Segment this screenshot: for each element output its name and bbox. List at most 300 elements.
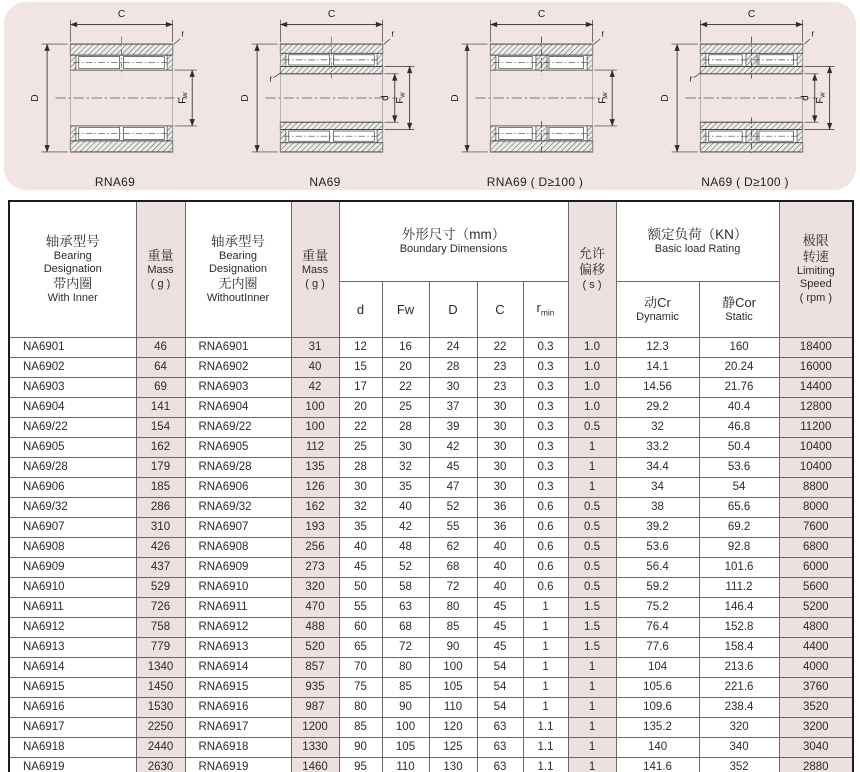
value-cell: 85 [382,677,429,697]
diagram-caption: RNA69 [94,175,136,189]
dim-label-r: r [689,73,693,84]
designation-without-inner: RNA6913 [185,637,291,657]
value-cell: 10400 [779,437,853,457]
value-cell: 352 [699,757,779,772]
value-cell: 85 [339,717,382,737]
header-text: 动Cr [644,294,671,310]
designation-with-inner: NA6917 [9,717,136,737]
value-cell: 100 [291,397,339,417]
value-cell: 238.4 [699,697,779,717]
header-text: Designation [43,262,102,275]
spec-table-body [9,337,853,772]
value-cell: 437 [136,557,185,577]
designation-with-inner: NA6901 [9,337,136,357]
designation-without-inner: RNA69/22 [185,417,291,437]
designation-without-inner: RNA6919 [185,757,291,772]
value-cell: 0.5 [568,417,616,437]
value-cell: 30 [477,417,523,437]
value-cell: 1 [568,437,616,457]
value-cell: 95 [339,757,382,772]
value-cell: 35 [382,477,429,497]
value-cell: 1 [568,717,616,737]
bearing-diagrams-panel [4,2,856,190]
value-cell: 2630 [136,757,185,772]
bearing-section-svg [226,5,424,178]
value-cell: 213.6 [699,657,779,677]
value-cell: 726 [136,597,185,617]
value-cell: 1 [568,737,616,757]
value-cell: 1 [568,477,616,497]
value-cell: 286 [136,497,185,517]
diagram-rna69 [16,5,214,189]
value-cell: 45 [429,457,477,477]
value-cell: 146.4 [699,597,779,617]
bearing-cross-section-drawing [16,5,214,178]
value-cell: 1200 [291,717,339,737]
header-text: 重量 [301,247,328,263]
dim-label-fw: Fw [597,92,610,104]
header-dynamic-cr [616,281,699,337]
table-row [9,577,853,597]
value-cell: 32 [382,457,429,477]
value-cell: 18400 [779,337,853,357]
header-without-inner [185,201,291,337]
value-cell: 4000 [779,657,853,677]
value-cell: 1 [568,697,616,717]
value-cell: 857 [291,657,339,677]
dim-label-fw: Fw [177,92,190,104]
header-text: Static [725,310,753,323]
value-cell: 0.6 [523,577,568,597]
table-row [9,477,853,497]
value-cell: 1.0 [568,377,616,397]
value-cell: 10400 [779,457,853,477]
value-cell: 179 [136,457,185,477]
value-cell: 90 [382,697,429,717]
value-cell: 14400 [779,377,853,397]
value-cell: 55 [339,597,382,617]
value-cell: 20 [382,357,429,377]
designation-with-inner: NA6913 [9,637,136,657]
value-cell: 1 [568,677,616,697]
value-cell: 310 [136,517,185,537]
value-cell: 426 [136,537,185,557]
dim-label-D: D [239,94,251,102]
value-cell: 779 [136,637,185,657]
value-cell: 68 [382,617,429,637]
value-cell: 162 [136,437,185,457]
value-cell: 221.6 [699,677,779,697]
value-cell: 1.0 [568,337,616,357]
value-cell: 529 [136,577,185,597]
value-cell: 4800 [779,617,853,637]
header-text: 轴承型号 [45,233,100,249]
value-cell: 8800 [779,477,853,497]
value-cell: 56.4 [616,557,699,577]
header-text: Bearing [53,249,92,262]
table-row [9,717,853,737]
header-dim-d: d [339,281,382,337]
header-text: 额定负荷（KN） [647,226,748,242]
value-cell: 130 [429,757,477,772]
designation-with-inner: NA6910 [9,577,136,597]
diagram-na69-d100 [646,5,844,189]
value-cell: 30 [382,437,429,457]
value-cell: 11200 [779,417,853,437]
value-cell: 1 [523,677,568,697]
value-cell: 53.6 [699,457,779,477]
header-text: Boundary Dimensions [399,242,508,255]
value-cell: 50 [339,577,382,597]
value-cell: 0.5 [568,537,616,557]
diagram-caption: NA69 ( D≥100 ) [701,175,789,189]
value-cell: 1 [568,657,616,677]
value-cell: 1 [523,637,568,657]
value-cell: 42 [429,437,477,457]
designation-without-inner: RNA6918 [185,737,291,757]
bearing-section-svg [436,5,634,178]
value-cell: 0.6 [523,537,568,557]
value-cell: 59.2 [616,577,699,597]
header-permissible-offset [568,201,616,337]
designation-without-inner: RNA6907 [185,517,291,537]
dim-label-D: D [659,94,671,102]
value-cell: 42 [382,517,429,537]
designation-without-inner: RNA6905 [185,437,291,457]
value-cell: 987 [291,697,339,717]
value-cell: 1.5 [568,597,616,617]
table-row [9,697,853,717]
dim-label-c: C [117,9,126,21]
value-cell: 68 [429,557,477,577]
value-cell: 45 [477,617,523,637]
value-cell: 1460 [291,757,339,772]
value-cell: 488 [291,617,339,637]
value-cell: 22 [339,417,382,437]
value-cell: 256 [291,537,339,557]
value-cell: 16000 [779,357,853,377]
value-cell: 273 [291,557,339,577]
value-cell: 63 [382,597,429,617]
value-cell: 40.4 [699,397,779,417]
designation-without-inner: RNA6903 [185,377,291,397]
value-cell: 63 [477,757,523,772]
value-cell: 1.0 [568,357,616,377]
value-cell: 1 [523,697,568,717]
value-cell: 14.1 [616,357,699,377]
value-cell: 0.3 [523,337,568,357]
value-cell: 32 [339,497,382,517]
header-text: ( g ) [150,277,171,290]
value-cell: 8000 [779,497,853,517]
value-cell: 80 [339,697,382,717]
value-cell: 45 [339,557,382,577]
value-cell: 63 [477,737,523,757]
designation-with-inner: NA6903 [9,377,136,397]
header-text: Mass [301,263,329,276]
designation-with-inner: NA6919 [9,757,136,772]
diagram-na69 [226,5,424,189]
value-cell: 69 [136,377,185,397]
value-cell: 33.2 [616,437,699,457]
diagram-rna69-d100 [436,5,634,189]
dim-label-r: r [811,28,815,39]
value-cell: 53.6 [616,537,699,557]
header-basic-load-rating [616,201,779,281]
value-cell: 1530 [136,697,185,717]
value-cell: 0.3 [523,397,568,417]
value-cell: 30 [477,477,523,497]
value-cell: 125 [429,737,477,757]
designation-without-inner: RNA6906 [185,477,291,497]
value-cell: 0.3 [523,417,568,437]
dim-label-fw: Fw [815,92,827,104]
value-cell: 28 [429,357,477,377]
value-cell: 54 [699,477,779,497]
designation-with-inner: NA6905 [9,437,136,457]
designation-with-inner: NA6909 [9,557,136,577]
value-cell: 1 [523,657,568,677]
value-cell: 30 [477,437,523,457]
value-cell: 185 [136,477,185,497]
value-cell: 0.3 [523,477,568,497]
value-cell: 109.6 [616,697,699,717]
header-text: Limiting [796,265,835,278]
value-cell: 1450 [136,677,185,697]
header-dim-C: C [477,281,523,337]
value-cell: 77.6 [616,637,699,657]
header-mass-without-inner [291,201,339,337]
value-cell: 0.5 [568,577,616,597]
value-cell: 24 [429,337,477,357]
value-cell: 758 [136,617,185,637]
designation-without-inner: RNA6902 [185,357,291,377]
designation-without-inner: RNA6910 [185,577,291,597]
value-cell: 40 [339,537,382,557]
value-cell: 120 [429,717,477,737]
dim-label-r: r [391,28,395,39]
value-cell: 3760 [779,677,853,697]
header-text: 转速 [802,249,829,265]
designation-with-inner: NA6907 [9,517,136,537]
value-cell: 7600 [779,517,853,537]
value-cell: 3040 [779,737,853,757]
value-cell: 135 [291,457,339,477]
value-cell: 39.2 [616,517,699,537]
value-cell: 46.8 [699,417,779,437]
value-cell: 0.3 [523,457,568,477]
value-cell: 58 [382,577,429,597]
value-cell: 45 [477,597,523,617]
value-cell: 140 [616,737,699,757]
value-cell: 40 [477,577,523,597]
value-cell: 470 [291,597,339,617]
designation-without-inner: RNA6908 [185,537,291,557]
dim-label-d: d [800,95,812,101]
value-cell: 100 [382,717,429,737]
bearing-cross-section-drawing [646,5,844,178]
value-cell: 2250 [136,717,185,737]
value-cell: 0.5 [568,517,616,537]
value-cell: 100 [429,657,477,677]
value-cell: 154 [136,417,185,437]
value-cell: 152.8 [699,617,779,637]
header-dim-D: D [429,281,477,337]
value-cell: 80 [429,597,477,617]
designation-with-inner: NA69/28 [9,457,136,477]
value-cell: 92.8 [699,537,779,557]
value-cell: 65.6 [699,497,779,517]
value-cell: 158.4 [699,637,779,657]
value-cell: 28 [382,417,429,437]
value-cell: 0.3 [523,377,568,397]
dim-label-D: D [449,94,461,102]
value-cell: 64 [136,357,185,377]
header-text: Speed [799,278,832,291]
value-cell: 1.5 [568,617,616,637]
table-row [9,537,853,557]
dim-label-r: r [181,28,185,39]
value-cell: 141 [136,397,185,417]
table-row [9,497,853,517]
value-cell: 30 [477,397,523,417]
designation-without-inner: RNA6909 [185,557,291,577]
value-cell: 4400 [779,637,853,657]
value-cell: 50.4 [699,437,779,457]
value-cell: 75.2 [616,597,699,617]
value-cell: 111.2 [699,577,779,597]
value-cell: 0.5 [568,557,616,577]
value-cell: 12800 [779,397,853,417]
dim-label-r: r [269,73,273,84]
header-text: ( rpm ) [799,292,832,305]
value-cell: 30 [477,457,523,477]
header-text: 轴承型号 [211,233,265,249]
value-cell: 48 [382,537,429,557]
header-text: 外形尺寸（mm） [401,226,506,242]
value-cell: 126 [291,477,339,497]
table-row [9,597,853,617]
value-cell: 1.5 [568,637,616,657]
value-cell: 28 [339,457,382,477]
value-cell: 1 [568,757,616,772]
value-cell: 101.6 [699,557,779,577]
value-cell: 34 [616,477,699,497]
value-cell: 520 [291,637,339,657]
value-cell: 1340 [136,657,185,677]
bearing-section-svg [16,5,214,178]
value-cell: 20.24 [699,357,779,377]
designation-with-inner: NA6918 [9,737,136,757]
value-cell: 104 [616,657,699,677]
header-static-cor [699,281,779,337]
table-row [9,437,853,457]
table-row [9,677,853,697]
value-cell: 35 [339,517,382,537]
value-cell: 105 [382,737,429,757]
value-cell: 90 [429,637,477,657]
value-cell: 65 [339,637,382,657]
value-cell: 40 [477,537,523,557]
designation-with-inner: NA6912 [9,617,136,637]
header-text: Bearing [219,249,257,262]
value-cell: 40 [382,497,429,517]
value-cell: 31 [291,337,339,357]
header-text: Designation [208,262,268,275]
dim-label-d: d [380,95,392,101]
value-cell: 25 [382,397,429,417]
designation-without-inner: RNA69/32 [185,497,291,517]
value-cell: 37 [429,397,477,417]
value-cell: 1 [523,597,568,617]
value-cell: 16 [382,337,429,357]
value-cell: 42 [291,377,339,397]
value-cell: 80 [382,657,429,677]
header-text: 重量 [147,247,174,263]
dim-label-c: C [537,9,546,21]
designation-without-inner: RNA6912 [185,617,291,637]
value-cell: 320 [291,577,339,597]
header-dim-fw: Fw [382,281,429,337]
value-cell: 5200 [779,597,853,617]
value-cell: 22 [477,337,523,357]
value-cell: 6800 [779,537,853,557]
value-cell: 36 [477,497,523,517]
value-cell: 2440 [136,737,185,757]
header-with-inner [9,201,136,337]
value-cell: 935 [291,677,339,697]
value-cell: 54 [477,657,523,677]
designation-without-inner: RNA6915 [185,677,291,697]
value-cell: 1.1 [523,737,568,757]
table-row [9,517,853,537]
value-cell: 12 [339,337,382,357]
designation-without-inner: RNA6901 [185,337,291,357]
table-row [9,657,853,677]
table-row [9,357,853,377]
designation-with-inner: NA6916 [9,697,136,717]
value-cell: 17 [339,377,382,397]
header-text: WithoutInner [206,291,270,304]
dim-label-c: C [747,9,756,21]
table-row [9,457,853,477]
designation-without-inner: RNA6911 [185,597,291,617]
header-text: 允许 [579,246,606,262]
value-cell: 63 [477,717,523,737]
value-cell: 110 [429,697,477,717]
value-cell: 45 [477,637,523,657]
header-text: 偏移 [579,262,606,278]
value-cell: 105.6 [616,677,699,697]
value-cell: 1 [568,457,616,477]
designation-with-inner: NA69/32 [9,497,136,517]
header-text: Basic load Rating [654,242,741,255]
designation-with-inner: NA6902 [9,357,136,377]
value-cell: 55 [429,517,477,537]
value-cell: 25 [339,437,382,457]
header-text: ( s ) [582,279,602,292]
value-cell: 0.3 [523,357,568,377]
header-mass-with-inner [136,201,185,337]
value-cell: 3200 [779,717,853,737]
designation-without-inner: RNA6904 [185,397,291,417]
value-cell: 2880 [779,757,853,772]
value-cell: 23 [477,357,523,377]
designation-without-inner: RNA69/28 [185,457,291,477]
header-dim-rmin: $r_{min}$ [523,281,568,337]
value-cell: 1330 [291,737,339,757]
value-cell: 110 [382,757,429,772]
